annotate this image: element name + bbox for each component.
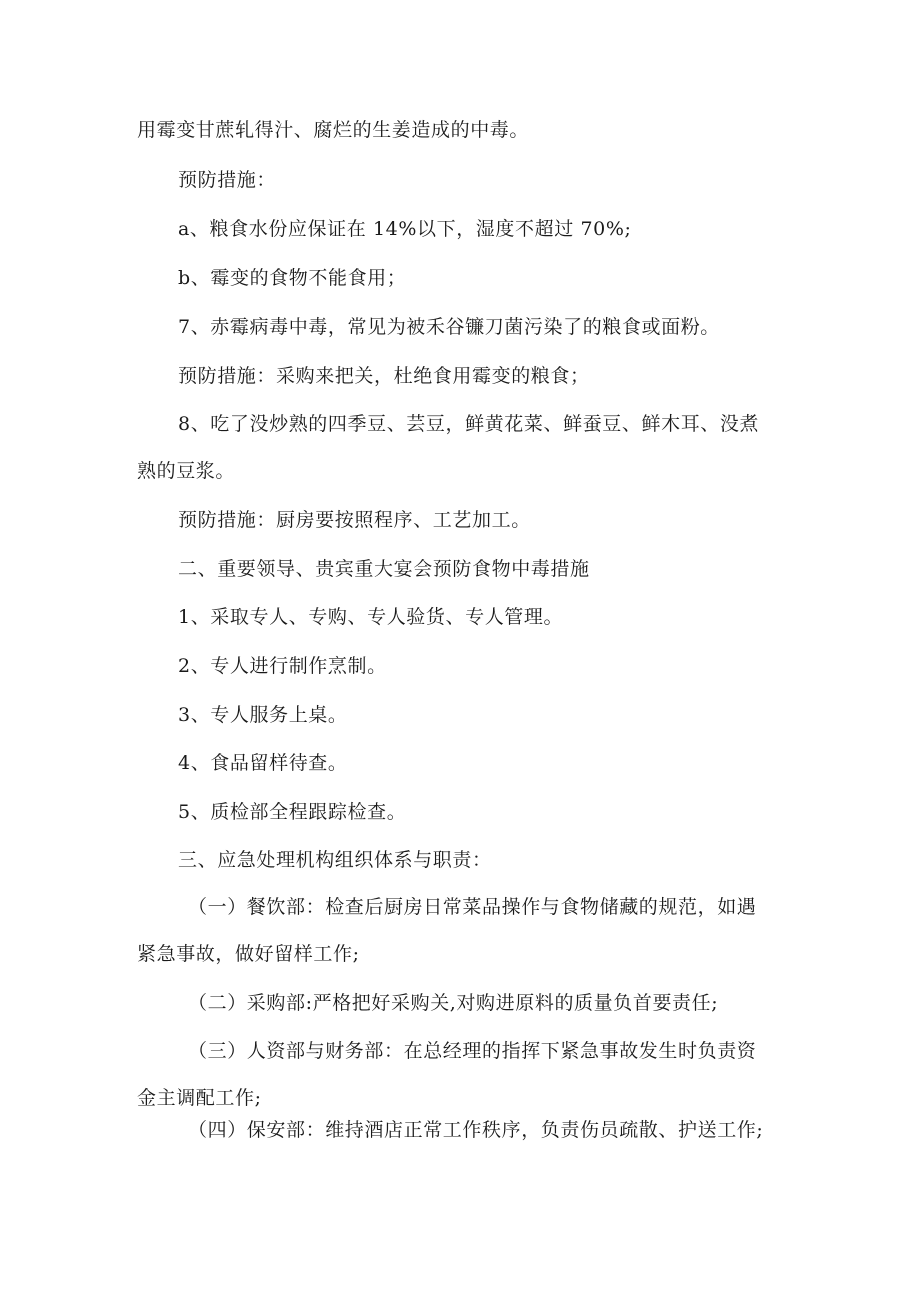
text-line: 2、专人进行制作烹制。 [178, 655, 387, 677]
text-line: 4、食品留样待查。 [178, 752, 348, 774]
text-line: 8、吃了没炒熟的四季豆、芸豆，鲜黄花菜、鲜蚕豆、鲜木耳、没煮 [178, 413, 760, 435]
text-line: （二）采购部:严格把好采购关,对购进原料的质量负首要责任; [188, 992, 719, 1014]
text-line: 预防措施： [178, 169, 277, 191]
text-line: 紧急事故，做好留样工作; [137, 943, 360, 965]
text-line: 7、赤霉病毒中毒，常见为被禾谷镰刀菌污染了的粮食或面粉。 [178, 316, 720, 338]
text-line: 1、采取专人、专购、专人验货、专人管理。 [178, 606, 564, 628]
text-line: 5、质检部全程跟踪检查。 [178, 801, 407, 823]
text-line: 预防措施：采购来把关，杜绝食用霉变的粮食； [178, 365, 590, 387]
text-line: 金主调配工作; [137, 1087, 262, 1109]
text-line: b、霉变的食物不能食用； [178, 267, 407, 289]
text-line: （三）人资部与财务部：在总经理的指挥下紧急事故发生时负责资 [188, 1040, 757, 1062]
text-line: 3、专人服务上桌。 [178, 704, 348, 726]
section-heading: 二、重要领导、贵宾重大宴会预防食物中毒措施 [178, 558, 590, 580]
text-line: 预防措施：厨房要按照程序、工艺加工。 [178, 509, 531, 531]
text-line: （四）保安部：维持酒店正常工作秩序，负责伤员疏散、护送工作; [188, 1119, 764, 1141]
text-line: （一）餐饮部：检查后厨房日常菜品操作与食物储藏的规范，如遇 [188, 896, 757, 918]
text-line: 用霉变甘蔗轧得汁、腐烂的生姜造成的中毒。 [137, 119, 530, 141]
text-line: a、粮食水份应保证在 14%以下，湿度不超过 70%; [178, 218, 632, 240]
text-line: 熟的豆浆。 [137, 460, 236, 482]
section-heading: 三、应急处理机构组织体系与职责： [178, 849, 492, 871]
